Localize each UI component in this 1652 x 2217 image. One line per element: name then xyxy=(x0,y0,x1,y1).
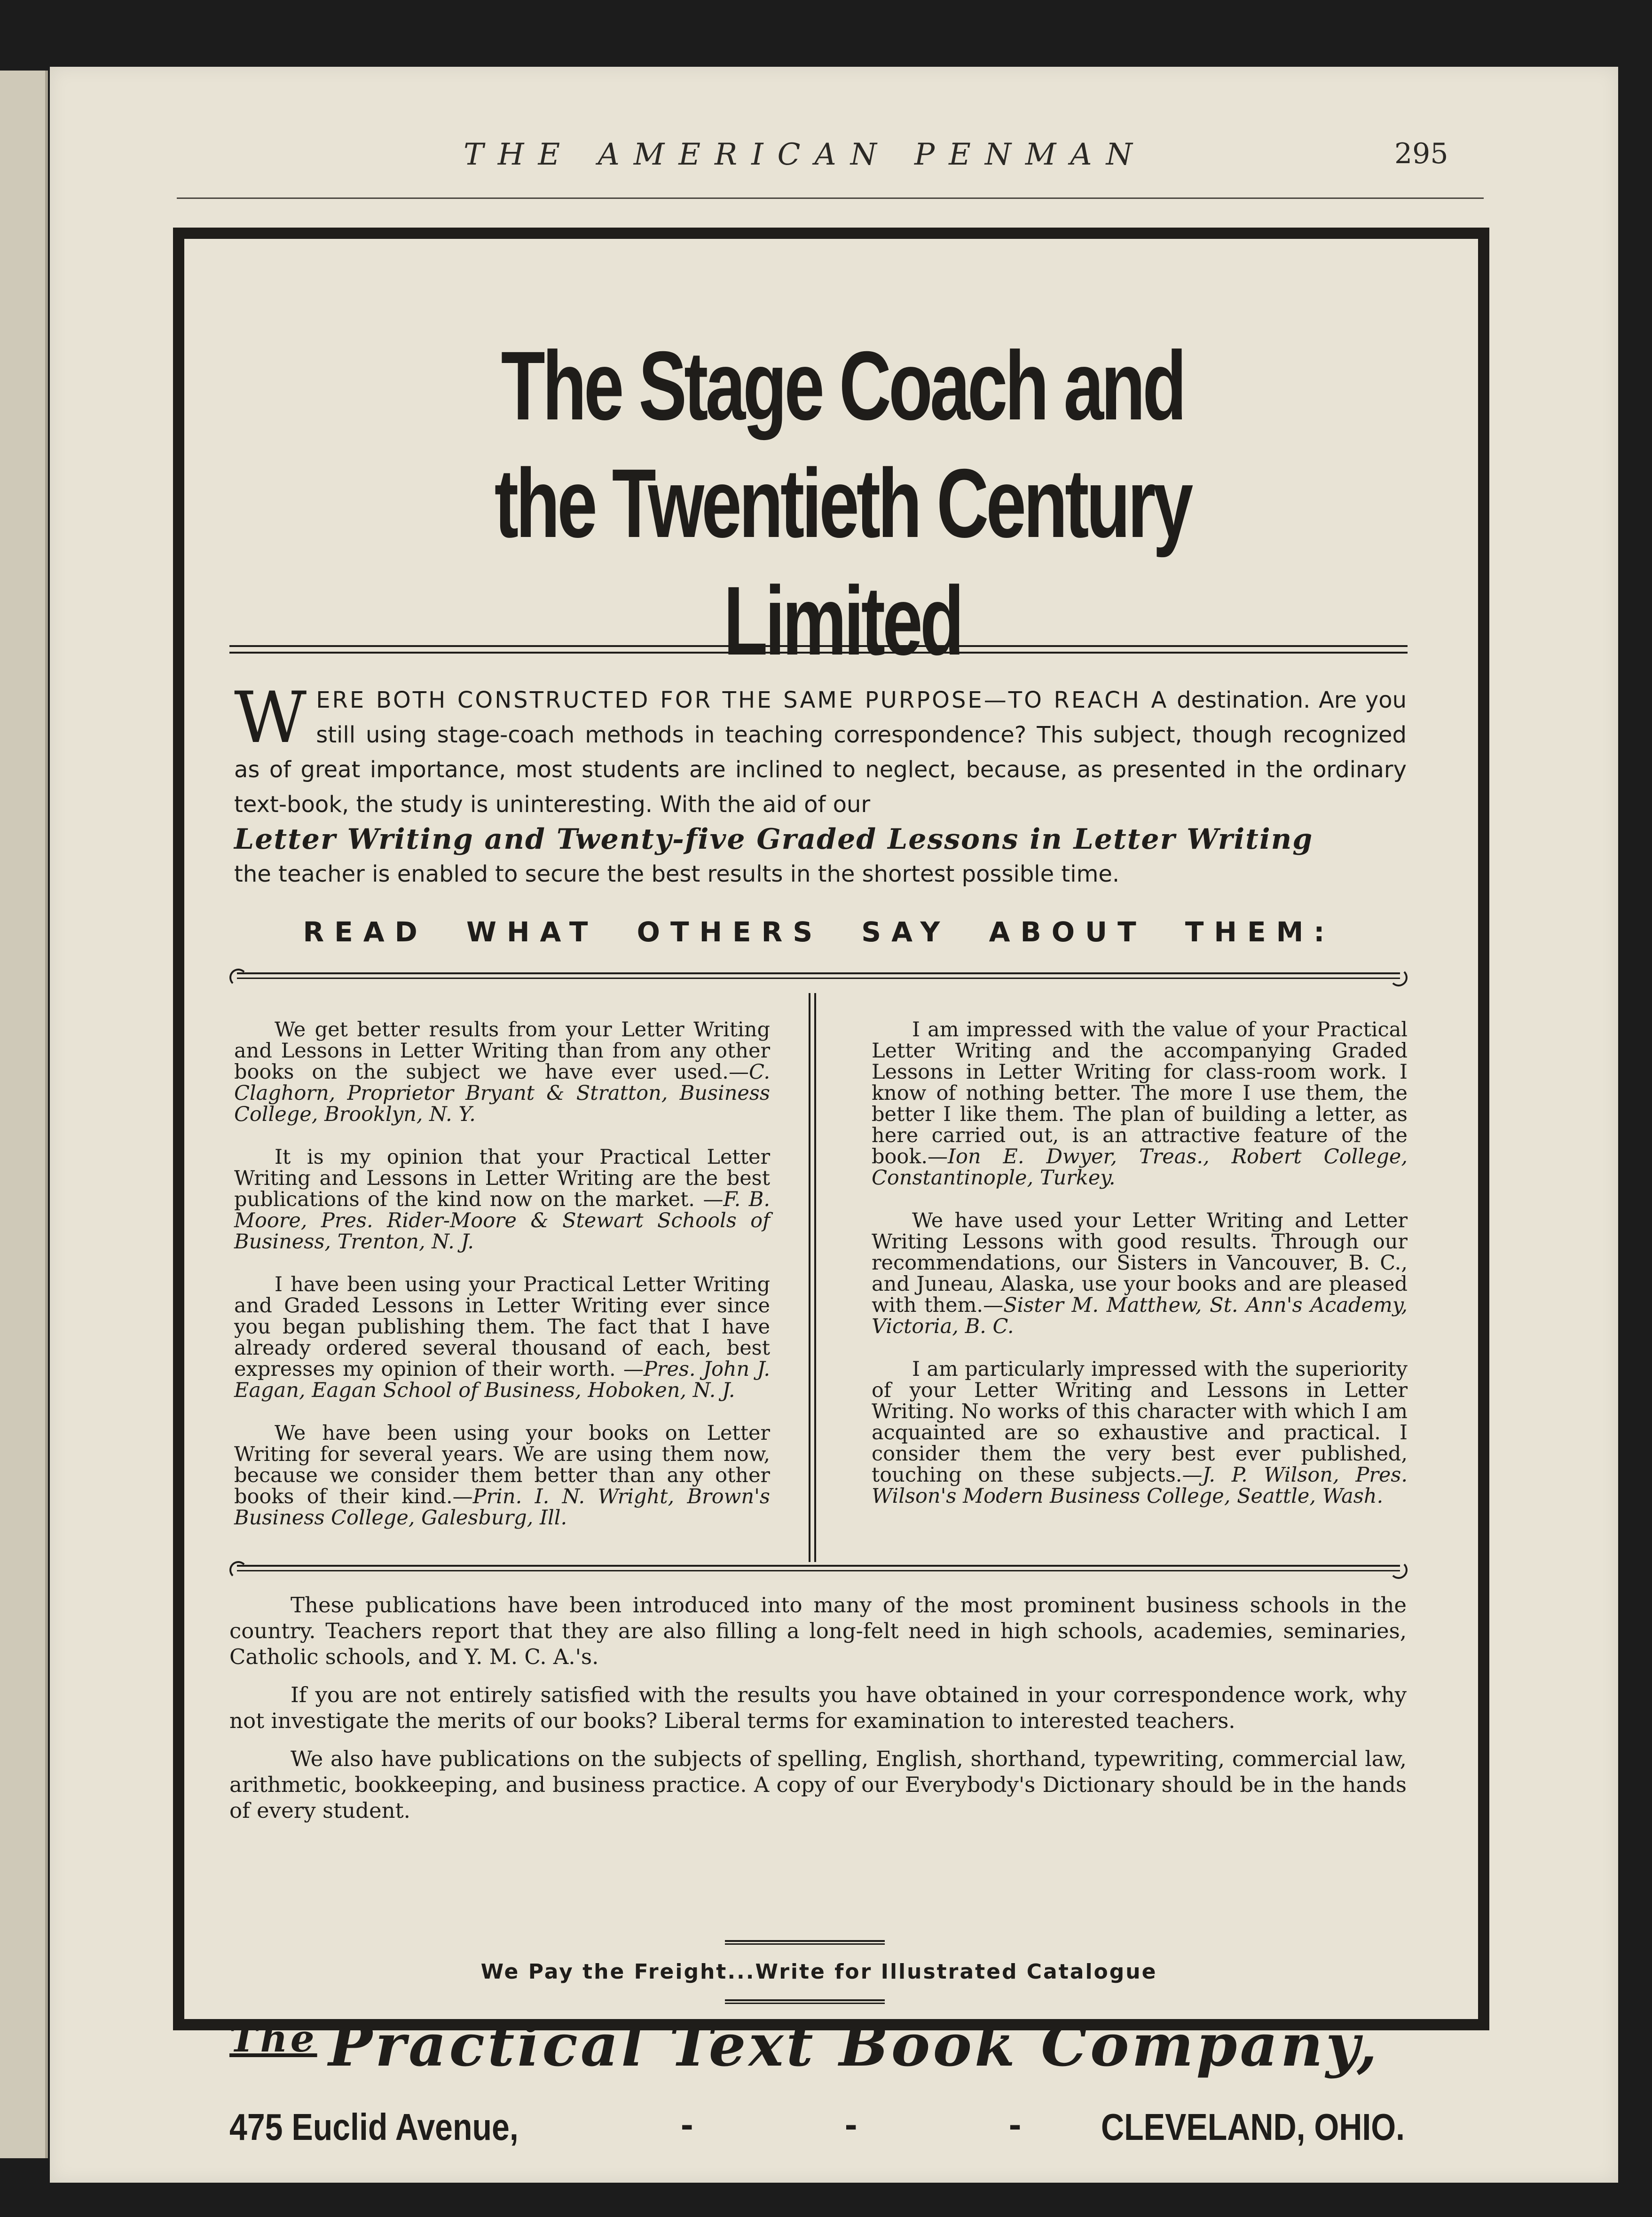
page-number: 295 xyxy=(1394,137,1448,170)
company-article: The xyxy=(229,2016,317,2060)
testimonial xyxy=(872,1019,1408,1189)
testimonial-body: I am particularly impressed with the superiority of your Letter Writing and Lessons in Letter Writing. No works of this character with which I am acquainted are so exhaustive and practical. I consider them the very best ever published, touching on these subjects.— xyxy=(872,1357,1408,1487)
drop-cap: W xyxy=(234,677,307,759)
address-row xyxy=(229,2103,1405,2153)
closing-paragraph: We also have publications on the subjects of spelling, English, shorthand, typewriting, commercial law, arithmetic, bookkeeping, and business practice. A copy of our Everybody's Dictionary should be in the hands of every student. xyxy=(229,1746,1407,1823)
closing-paragraph: If you are not entirely satisfied with the results you have obtained in your correspondence work, why not investigate the merits of our books? Liberal terms for examination to interested teachers. xyxy=(229,1682,1407,1733)
intro-text-end: the teacher is enabled to secure the best results in the shortest possible time. xyxy=(234,861,1120,887)
testimonial xyxy=(234,1423,770,1529)
intro-book-titles: Letter Writing and Twenty-five Graded Lessons in Letter Writing xyxy=(234,823,1314,856)
facing-page-edge xyxy=(0,71,48,2158)
headline-double-rule xyxy=(229,645,1408,654)
testimonials-left-column xyxy=(234,1019,770,1550)
headline-line-2: the Twentieth Century Limited xyxy=(494,449,1191,676)
freight-rule-bottom xyxy=(725,1999,885,2004)
address-dots: - - - xyxy=(681,2103,1092,2145)
freight-line: We Pay the Freight...Write for Illustrated Catalogue xyxy=(480,1960,1157,1984)
testimonial-attribution: Sister M. Matthew, St. Ann's Academy, Victoria, B. C. xyxy=(872,1294,1408,1338)
company-title: Practical Text Book Company, xyxy=(328,2012,1380,2080)
testimonial-body: We have been using your books on Letter Writing for several years. We are using them now, because we consider them better than any other books of their kind.— xyxy=(234,1421,770,1508)
closing-paragraph: These publications have been introduced into many of the most prominent business schools in the country. Teachers report that they are also filling a long-felt need in high schools, academies, seminaries, Catholic schools, and Y. M. C. A.'s. xyxy=(229,1593,1407,1669)
headline xyxy=(418,327,1267,680)
testimonial-attribution: J. P. Wilson, Pres. Wilson's Modern Business College, Seattle, Wash. xyxy=(872,1463,1408,1508)
column-divider xyxy=(809,993,816,1562)
running-title: THE AMERICAN PENMAN xyxy=(464,137,1147,172)
testimonial-body: We have used your Letter Writing and Letter Writing Lessons with good results. Through our recommendations, our Sisters in Vancouver, B. C., and Juneau, Alaska, use your books and are pleased with them.— xyxy=(872,1209,1408,1317)
testimonial-body: It is my opinion that your Practical Letter Writing and Lessons in Letter Writing are the best publications of the kind now on the market. — xyxy=(234,1145,770,1211)
testimonial-attribution: C. Claghorn, Proprietor Bryant & Stratton, Business College, Brooklyn, N. Y. xyxy=(234,1060,770,1126)
testimonial-body: I am impressed with the value of your Practical Letter Writing and the accompanying Graded Lessons in Letter Writing for class-room work. I know of nothing better. The more I use them, the better I like them. The plan of building a letter, as here carried out, is an attractive feature of the book.— xyxy=(872,1018,1408,1168)
testimonial xyxy=(234,1147,770,1253)
testimonial-body: I have been using your Practical Letter Writing and Graded Lessons in Letter Writing ever since you began publishing them. The fact that I have already ordered several thousand of each, best expresses my opinion of their worth. — xyxy=(234,1273,770,1381)
headline-line-1: The Stage Coach and xyxy=(501,331,1184,441)
testimonial xyxy=(234,1274,770,1401)
street-address: 475 Euclid Avenue, xyxy=(229,2106,519,2148)
magazine-page xyxy=(50,67,1618,2183)
testimonials-right-column xyxy=(872,1019,1408,1529)
freight-rule-top xyxy=(725,1940,885,1945)
testimonial-attribution: Ion E. Dwyer, Treas., Robert College, Constantinople, Turkey. xyxy=(872,1145,1408,1190)
testimonial xyxy=(872,1210,1408,1337)
company-name xyxy=(229,2012,1414,2080)
testimonial xyxy=(234,1019,770,1125)
section-heading: READ WHAT OTHERS SAY ABOUT THEM: xyxy=(303,916,1335,948)
ornate-rule-top xyxy=(237,972,1400,979)
advertisement-frame xyxy=(173,228,1489,2148)
city-state: CLEVELAND, OHIO. xyxy=(1101,2106,1405,2148)
testimonial-attribution: Prin. I. N. Wright, Brown's Business College, Galesburg, Ill. xyxy=(234,1485,770,1530)
intro-paragraph xyxy=(234,677,1407,892)
intro-text: destination. Are you still using stage-coach methods in teaching correspondence? This subject, though recognized as of great importance, most students are inclined to neglect, because, as presented in the ordinary text-book, the study is uninteresting. With the aid of our xyxy=(234,687,1407,818)
testimonial-body: We get better results from your Letter Writing and Lessons in Letter Writing than from any other books on the subject we have ever used.— xyxy=(234,1018,770,1084)
ornate-rule-bottom xyxy=(237,1565,1400,1571)
closing-paragraphs xyxy=(229,1592,1407,1836)
testimonial-attribution: Pres. John J. Eagan, Eagan School of Business, Hoboken, N. J. xyxy=(234,1357,770,1402)
testimonial-attribution: F. B. Moore, Pres. Rider-Moore & Stewart Schools of Business, Trenton, N. J. xyxy=(234,1188,770,1254)
testimonial xyxy=(872,1359,1408,1507)
intro-first-words: ERE BOTH CONSTRUCTED FOR THE SAME PURPOSE—TO REACH A xyxy=(316,687,1169,713)
